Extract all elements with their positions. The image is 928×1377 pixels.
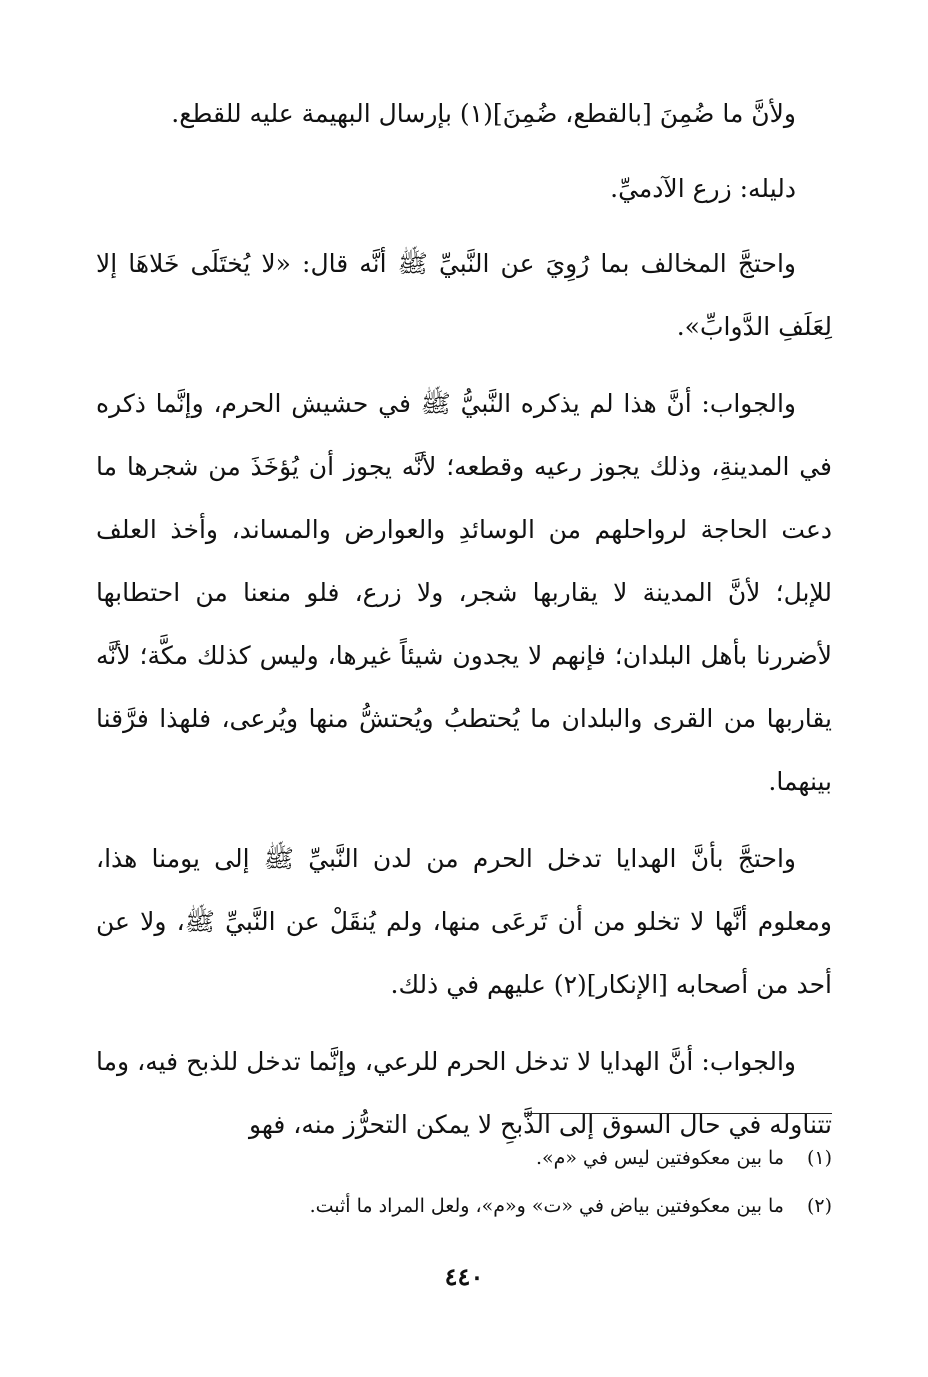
footnote-text: ما بين معكوفتين بياض في «ت» و«م»، ولعل المراد ما أثبت.: [309, 1195, 784, 1217]
paragraph-6: والجواب: أنَّ الهدايا لا تدخل الحرم للرعي، وإنَّما تدخل للذبح فيه، وما تتناوله في حال السوق إلى الذَّبحِ لا يمكن التحرُّز منه، فهو: [96, 1047, 832, 1139]
paragraph-1: ولأنَّ ما ضُمِنَ [بالقطع، ضُمِنَ](١) بإرسال البهيمة عليه للقطع.: [171, 99, 796, 128]
footnote-2: [96, 1182, 832, 1230]
footnote-number: (٢): [806, 1195, 832, 1217]
footnote-divider: [524, 1113, 832, 1114]
paragraph-4: والجواب: أنَّ هذا لم يذكره النَّبيُّ ﷺ في حشيش الحرم، وإنَّما ذكره في المدينةِ، وذلك يجوز رعيه وقطعه؛ لأنَّه يجوز أن يُؤخَذَ من شجرها ما دعت الحاجة لرواحلهم من الوسائدِ والعوارض والمساند، وأخذ العلف للإبل؛ لأنَّ المدينة لا يقاربها شجر، ولا زرع، فلو منعنا من احتطابها لأضررنا بأهل البلدان؛ فإنهم لا يجدون شيئاً غيرها، وليس كذلك مكَّة؛ لأنَّه يقاربها من القرى والبلدان ما يُحتطبُ ويُحتشُّ منها ويُرعى، فلهذا فرَّقنا بينهما.: [96, 389, 832, 796]
page-number: ٤٤٠: [444, 1262, 484, 1291]
footnote-text: ما بين معكوفتين ليس في «م».: [535, 1147, 784, 1169]
paragraph-2: دليله: زرع الآدميِّ.: [610, 174, 796, 203]
paragraph-5: واحتجَّ بأنَّ الهدايا تدخل الحرم من لدن النَّبيِّ ﷺ إلى يومنا هذا، ومعلوم أنَّها لا تخلو من أن تَرعَى منها، ولم يُنقَلْ عن النَّبيِّ ﷺ، ولا عن أحد من أصحابه [الإنكار](٢) عليهم في ذلك.: [96, 844, 832, 999]
footnotes: [96, 1134, 832, 1230]
paragraph-3: واحتجَّ المخالف بما رُوِيَ عن النَّبيِّ ﷺ أنَّه قال: «لا يُختَلَى خَلاهَا إلا لِعَلَفِ الدَّوابِّ».: [96, 249, 832, 341]
footnote-number: (١): [806, 1147, 832, 1169]
main-text: [96, 82, 832, 1170]
footnote-1: [96, 1134, 832, 1182]
